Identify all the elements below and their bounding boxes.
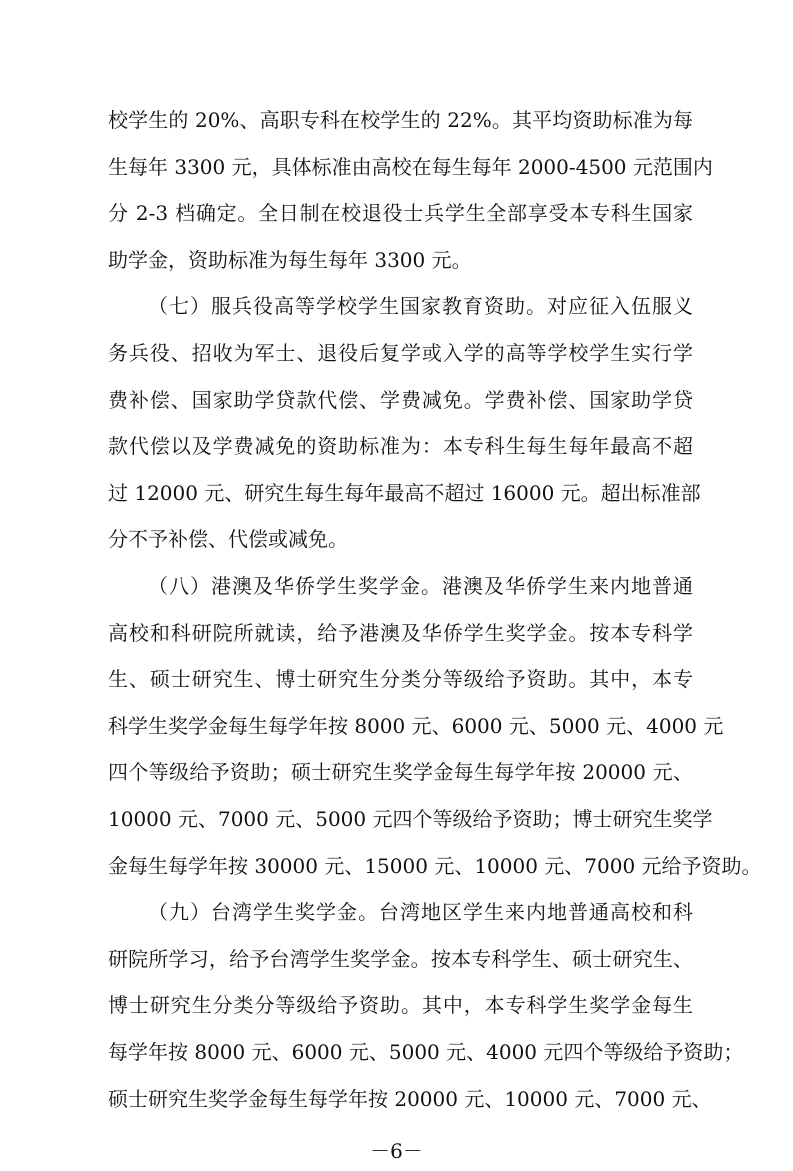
text-line: 分 2-3 档确定。全日制在校退役士兵学生全部享受本专科生国家 (108, 201, 693, 225)
text-line: 硕士研究生奖学金每生每学年按 20000 元、10000 元、7000 元、 (108, 1087, 712, 1111)
text-line: 高校和科研院所就读，给予港澳及华侨学生奖学金。按本专科学 (108, 621, 693, 645)
text-line: （九）台湾学生奖学金。台湾地区学生来内地普通高校和科 (148, 900, 693, 924)
text-line: 款代偿以及学费减免的资助标准为：本专科生每生每年最高不超 (108, 434, 693, 458)
text-line: 博士研究生分类分等级给予资助。其中，本专科学生奖学金每生 (108, 993, 693, 1017)
text-line: 务兵役、招收为军士、退役后复学或入学的高等学校学生实行学 (108, 341, 693, 365)
text-line: 生、硕士研究生、博士研究生分类分等级给予资助。其中，本专 (108, 667, 693, 691)
text-line: （七）服兵役高等学校学生国家教育资助。对应征入伍服义 (148, 294, 693, 318)
text-line: 科学生奖学金每生每学年按 8000 元、6000 元、5000 元、4000 元 (108, 714, 724, 738)
text-line: 校学生的 20%、高职专科在校学生的 22%。其平均资助标准为每 (108, 108, 693, 132)
text-line: 助学金，资助标准为每生每年 3300 元。 (108, 248, 472, 272)
text-line: （八）港澳及华侨学生奖学金。港澳及华侨学生来内地普通 (148, 574, 693, 598)
text-line: 每学年按 8000 元、6000 元、5000 元、4000 元四个等级给予资助； (108, 1040, 744, 1064)
text-line: 过 12000 元、研究生每生每年最高不超过 16000 元。超出标准部 (108, 481, 701, 505)
text-line: 费补偿、国家助学贷款代偿、学费减免。学费补偿、国家助学贷 (108, 388, 693, 412)
text-line: 10000 元、7000 元、5000 元四个等级给予资助；博士研究生奖学 (108, 807, 713, 831)
text-line: 研院所学习，给予台湾学生奖学金。按本专科学生、硕士研究生、 (108, 947, 693, 971)
page-number: －6－ (370, 1139, 423, 1163)
text-line: 生每年 3300 元，具体标准由高校在每生每年 2000-4500 元范围内 (108, 155, 713, 179)
text-line: 分不予补偿、代偿或减免。 (108, 527, 348, 551)
text-line: 金每生每学年按 30000 元、15000 元、10000 元、7000 元给予资助。 (108, 854, 762, 878)
text-line: 四个等级给予资助；硕士研究生奖学金每生每学年按 20000 元、 (108, 760, 693, 784)
